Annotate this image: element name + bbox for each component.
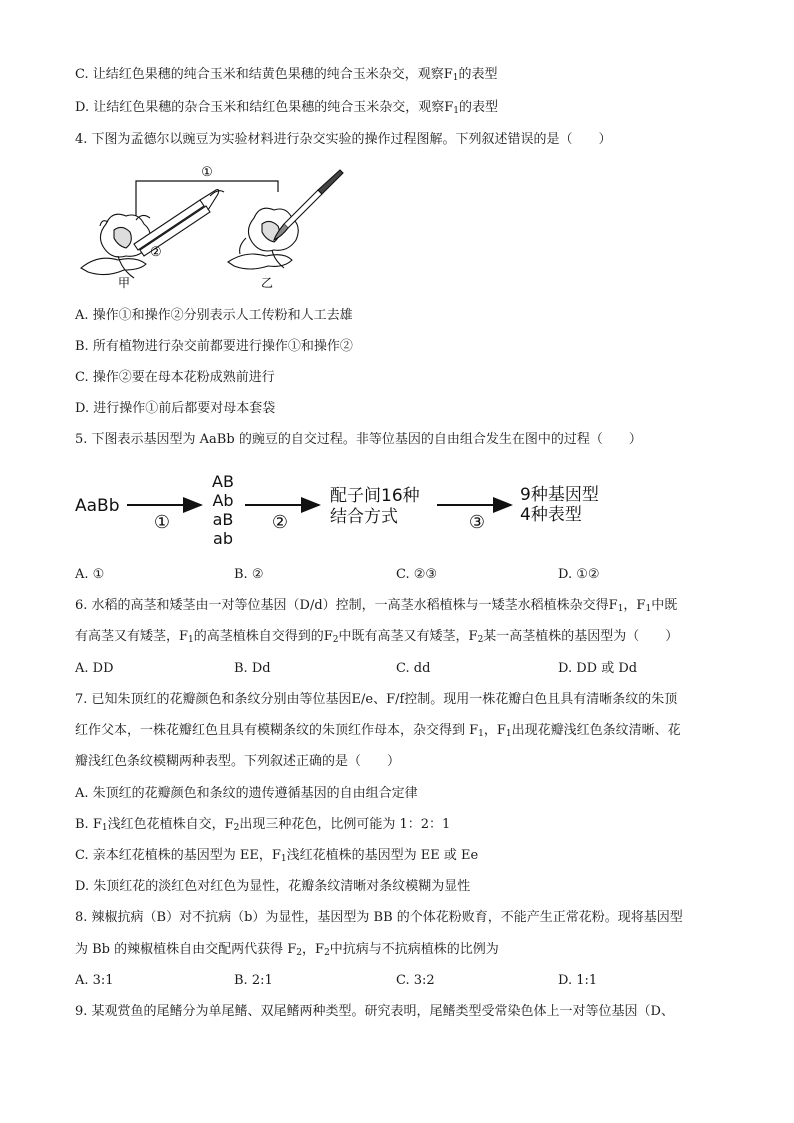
- q4-option-c: C. 操作②要在母本花粉成熟前进行: [75, 370, 275, 385]
- q7-stem-line-3: 瓣浅红色条纹模糊两种表型。下列叙述正确的是（ ）: [75, 754, 401, 769]
- q4-figure: [78, 160, 348, 290]
- gamete-ab-2: Ab: [212, 491, 234, 510]
- q3-option-c: C. 让结红色果穗的纯合玉米和结黄色果穗的纯合玉米杂交，观察$F_1$的表型: [75, 67, 498, 83]
- q6-option-b: B. Dd: [234, 661, 271, 676]
- step-1-label: ①: [153, 512, 171, 533]
- q5-stem: 5. 下图表示基因型为 AaBb 的豌豆的自交过程。非等位基因的自由组合发生在图中的过程（ ）: [75, 432, 642, 447]
- q6-stem-line-2: 有高茎又有矮茎，$F_1$的高茎植株自交得到的$F_2$中既有高茎又有矮茎，$F_2$某一高茎植株的基因型为（ ）: [75, 629, 679, 645]
- result-line-1: 9种基因型: [520, 485, 599, 505]
- brush-icon: [274, 170, 343, 240]
- q9-stem-line-1: 9. 某观赏鱼的尾鳍分为单尾鳍、双尾鳍两种类型。研究表明，尾鳍类型受常染色体上一对等位基因（D、: [75, 1004, 674, 1019]
- q8-stem-line-1: 8. 辣椒抗病（B）对不抗病（b）为显性，基因型为 BB 的个体花粉败育，不能产生正常花粉。现将基因型: [75, 910, 683, 925]
- figure-label-1: ①: [201, 165, 213, 180]
- q6-stem-line-1: 6. 水稻的高茎和矮茎由一对等位基因（D/d）控制，一高茎水稻植株与一矮茎水稻植株杂交得$F_1$，$F_1$中既: [75, 598, 678, 614]
- q7-option-d: D. 朱顶红花的淡红色对红色为显性，花瓣条纹清晰对条纹模糊为显性: [75, 879, 471, 894]
- q7-option-b: B. $F_1$浅红色花植株自交，$F_2$出现三种花色，比例可能为 1：2：1: [75, 817, 451, 833]
- step-3-label: ③: [468, 512, 486, 533]
- right-flower-icon: [228, 208, 298, 269]
- fertilization-line-2: 结合方式: [330, 507, 398, 527]
- q5-option-a: A. ①: [75, 567, 105, 582]
- q6-option-c: C. dd: [396, 661, 431, 676]
- figure-label-left: 甲: [118, 276, 131, 290]
- fertilization-line-1: 配子间16种: [330, 486, 420, 506]
- q6-option-a: A. DD: [75, 661, 114, 676]
- q4-option-a: A. 操作①和操作②分别表示人工传粉和人工去雄: [75, 308, 353, 323]
- q7-stem-line-2: 红作父本，一株花瓣红色且具有模糊条纹的朱顶红作母本，杂交得到 $F_1$，$F_1$出现花瓣浅红色条纹清晰、花: [75, 723, 681, 739]
- result-line-2: 4种表型: [520, 505, 582, 525]
- gamete-ab-4: ab: [213, 529, 233, 548]
- q8-stem-line-2: 为 Bb 的辣椒植株自由交配两代获得 $F_2$，$F_2$中抗病与不抗病植株的比例为: [75, 942, 499, 958]
- gamete-ab-3: aB: [212, 510, 234, 529]
- q8-option-b: B. 2:1: [234, 973, 273, 988]
- q5-flow-diagram: [75, 472, 635, 552]
- q3-option-d: D. 让结红色果穗的杂合玉米和结红色果穗的纯合玉米杂交，观察$F_1$的表型: [75, 100, 498, 116]
- q8-option-c: C. 3:2: [396, 973, 435, 988]
- q8-option-d: D. 1:1: [558, 973, 598, 988]
- gamete-ab-1: AB: [212, 472, 234, 491]
- q5-option-b: B. ②: [234, 567, 264, 582]
- q5-option-d: D. ①②: [558, 567, 600, 582]
- step-2-label: ②: [271, 512, 289, 533]
- q4-option-d: D. 进行操作①前后都要对母本套袋: [75, 401, 276, 416]
- q7-option-a: A. 朱顶红的花瓣颜色和条纹的遗传遵循基因的自由组合定律: [75, 786, 418, 801]
- genotype-start: AaBb: [75, 496, 120, 516]
- q6-option-d: D. DD 或 Dd: [558, 661, 638, 676]
- figure-label-right: 乙: [261, 276, 274, 290]
- forceps-icon: [134, 190, 224, 257]
- q8-option-a: A. 3:1: [75, 973, 114, 988]
- q4-option-b: B. 所有植物进行杂交前都要进行操作①和操作②: [75, 339, 353, 354]
- q7-stem-line-1: 7. 已知朱顶红的花瓣颜色和条纹分别由等位基因E/e、F/f控制。现用一株花瓣白色且具有清晰条纹的朱顶: [75, 692, 678, 707]
- figure-label-2: ②: [150, 245, 162, 260]
- q4-stem: 4. 下图为孟德尔以豌豆为实验材料进行杂交实验的操作过程图解。下列叙述错误的是（ ）: [75, 132, 612, 147]
- q5-option-c: C. ②③: [396, 567, 438, 582]
- q7-option-c: C. 亲本红花植株的基因型为 EE，$F_1$浅红花植株的基因型为 EE 或 Ee: [75, 848, 479, 864]
